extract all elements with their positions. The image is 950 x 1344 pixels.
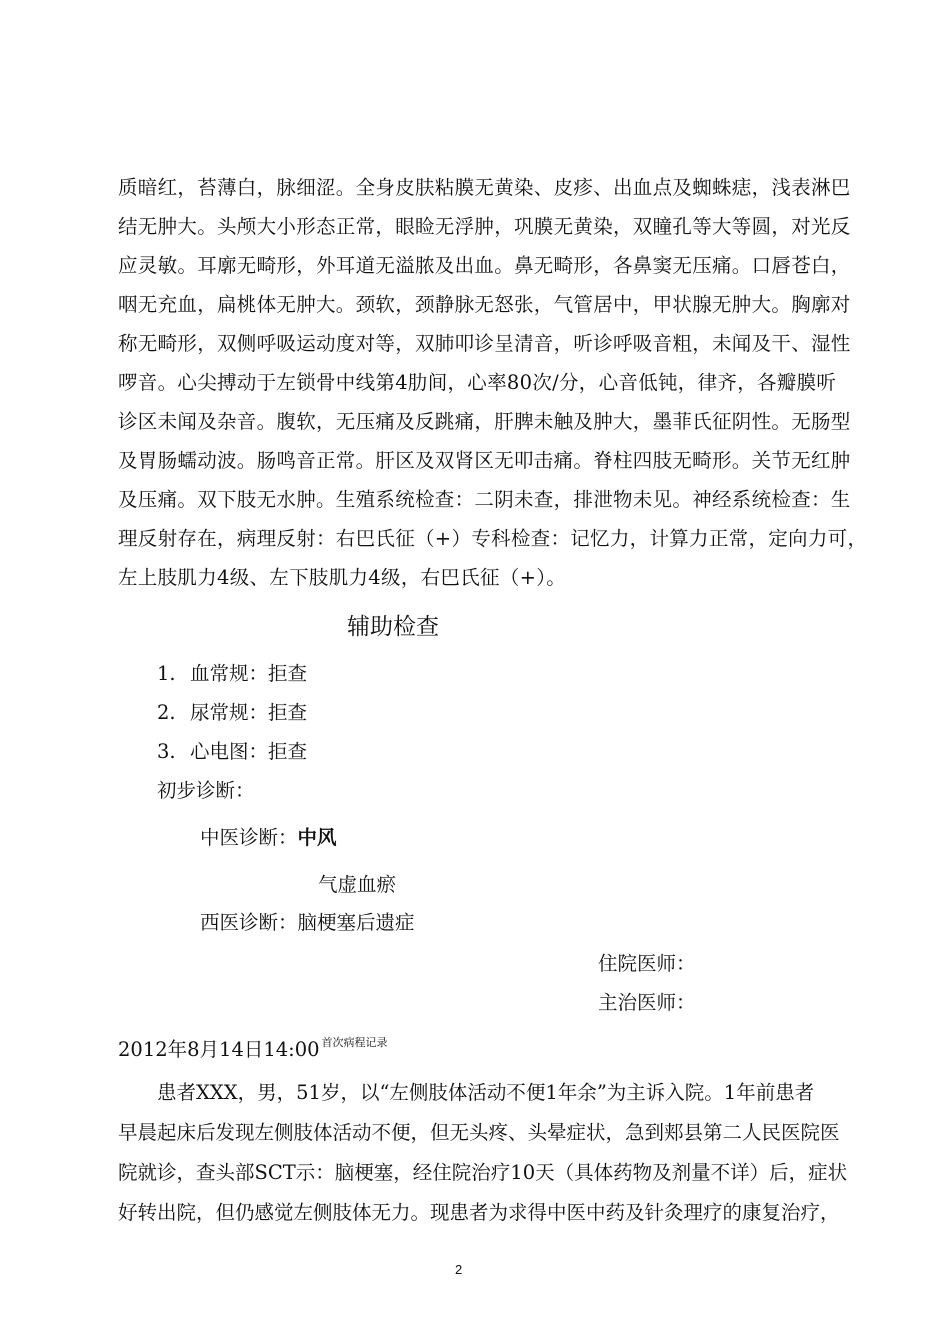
exam-line: 及压痛。双下肢无水肿。生殖系统检查：二阴未查，排泄物未见。神经系统检查：生 xyxy=(118,488,851,511)
western-diagnosis xyxy=(200,903,415,942)
exam-line: 应灵敏。耳廓无畸形，外耳道无溢脓及出血。鼻无畸形，各鼻窦无压痛。口唇苍白， xyxy=(118,254,851,277)
aux-item-text: 血常规：拒查 xyxy=(190,662,308,685)
aux-item-text: 尿常规：拒查 xyxy=(190,701,308,724)
aux-item-text: 心电图：拒查 xyxy=(190,740,308,763)
exam-line: 理反射存在，病理反射：右巴氏征（+）专科检查：记忆力，计算力正常，定向力可， xyxy=(118,527,868,550)
tcm-diagnosis-label: 中医诊断： xyxy=(200,826,298,849)
aux-item xyxy=(157,654,307,693)
exam-line: 咽无充血，扁桃体无肿大。颈软，颈静脉无怒张，气管居中，甲状腺无肿大。胸廓对 xyxy=(118,293,851,316)
aux-item xyxy=(157,732,307,771)
course-record-header xyxy=(118,1030,388,1072)
exam-line: 左上肢肌力4级、左下肢肌力4级，右巴氏征（+）。 xyxy=(118,566,567,589)
exam-line: 称无畸形，双侧呼吸运动度对等，双肺叩诊呈清音，听诊呼吸音粗，未闻及干、湿性 xyxy=(118,332,851,355)
physical-exam-paragraph xyxy=(118,168,888,597)
exam-line: 结无肿大。头颅大小形态正常，眼睑无浮肿，巩膜无黄染，双瞳孔等大等圆，对光反 xyxy=(118,215,851,238)
course-line: 患者XXX，男，51岁，以“左侧肢体活动不便1年余”为主诉入院。1年前患者 xyxy=(118,1081,815,1104)
western-diagnosis-label: 西医诊断： xyxy=(200,911,298,934)
western-diagnosis-value: 脑梗塞后遗症 xyxy=(297,911,415,934)
tcm-diagnosis xyxy=(200,818,337,857)
course-line: 院就诊，查头部SCT示：脑梗塞，经住院治疗10天（具体药物及剂量不详）后，症状 xyxy=(118,1161,848,1184)
preliminary-diagnosis-label: 初步诊断： xyxy=(157,779,255,802)
aux-item-number: 2. xyxy=(157,701,176,724)
exam-line: 啰音。心尖搏动于左锁骨中线第4肋间，心率80次/分，心音低钝，律齐，各瓣膜听 xyxy=(118,371,837,394)
course-record-datetime: 2012年8月14日14:00 xyxy=(118,1038,320,1061)
exam-line: 质暗红，苔薄白，脉细涩。全身皮肤粘膜无黄染、皮疹、出血点及蜘蛛痣，浅表淋巴 xyxy=(118,176,851,199)
attending-physician-signature: 主治医师： xyxy=(598,991,696,1014)
aux-item-number: 3. xyxy=(157,740,176,763)
aux-item xyxy=(157,693,307,732)
tcm-syndrome: 气虚血瘀 xyxy=(318,873,397,896)
exam-line: 诊区未闻及杂音。腹软，无压痛及反跳痛，肝脾未触及肿大，墨菲氏征阴性。无肠型 xyxy=(118,410,851,433)
tcm-diagnosis-value: 中风 xyxy=(297,826,337,849)
page-number: 2 xyxy=(455,1262,463,1277)
resident-physician-signature: 住院医师： xyxy=(598,952,696,975)
aux-exam-heading: 辅助检查 xyxy=(347,614,439,640)
course-line: 好转出院，但仍感觉左侧肢体无力。现患者为求得中医中药及针灸理疗的康复治疗， xyxy=(118,1201,840,1224)
course-line: 早晨起床后发现左侧肢体活动不便，但无头疼、头晕症状，急到郏县第二人民医院医 xyxy=(118,1121,840,1144)
aux-item-number: 1. xyxy=(157,662,176,685)
exam-line: 及胃肠蠕动波。肠鸣音正常。肝区及双肾区无叩击痛。脊柱四肢无畸形。关节无红肿 xyxy=(118,449,851,472)
course-record-title: 首次病程记录 xyxy=(321,1036,388,1049)
course-record-paragraph xyxy=(118,1073,888,1233)
